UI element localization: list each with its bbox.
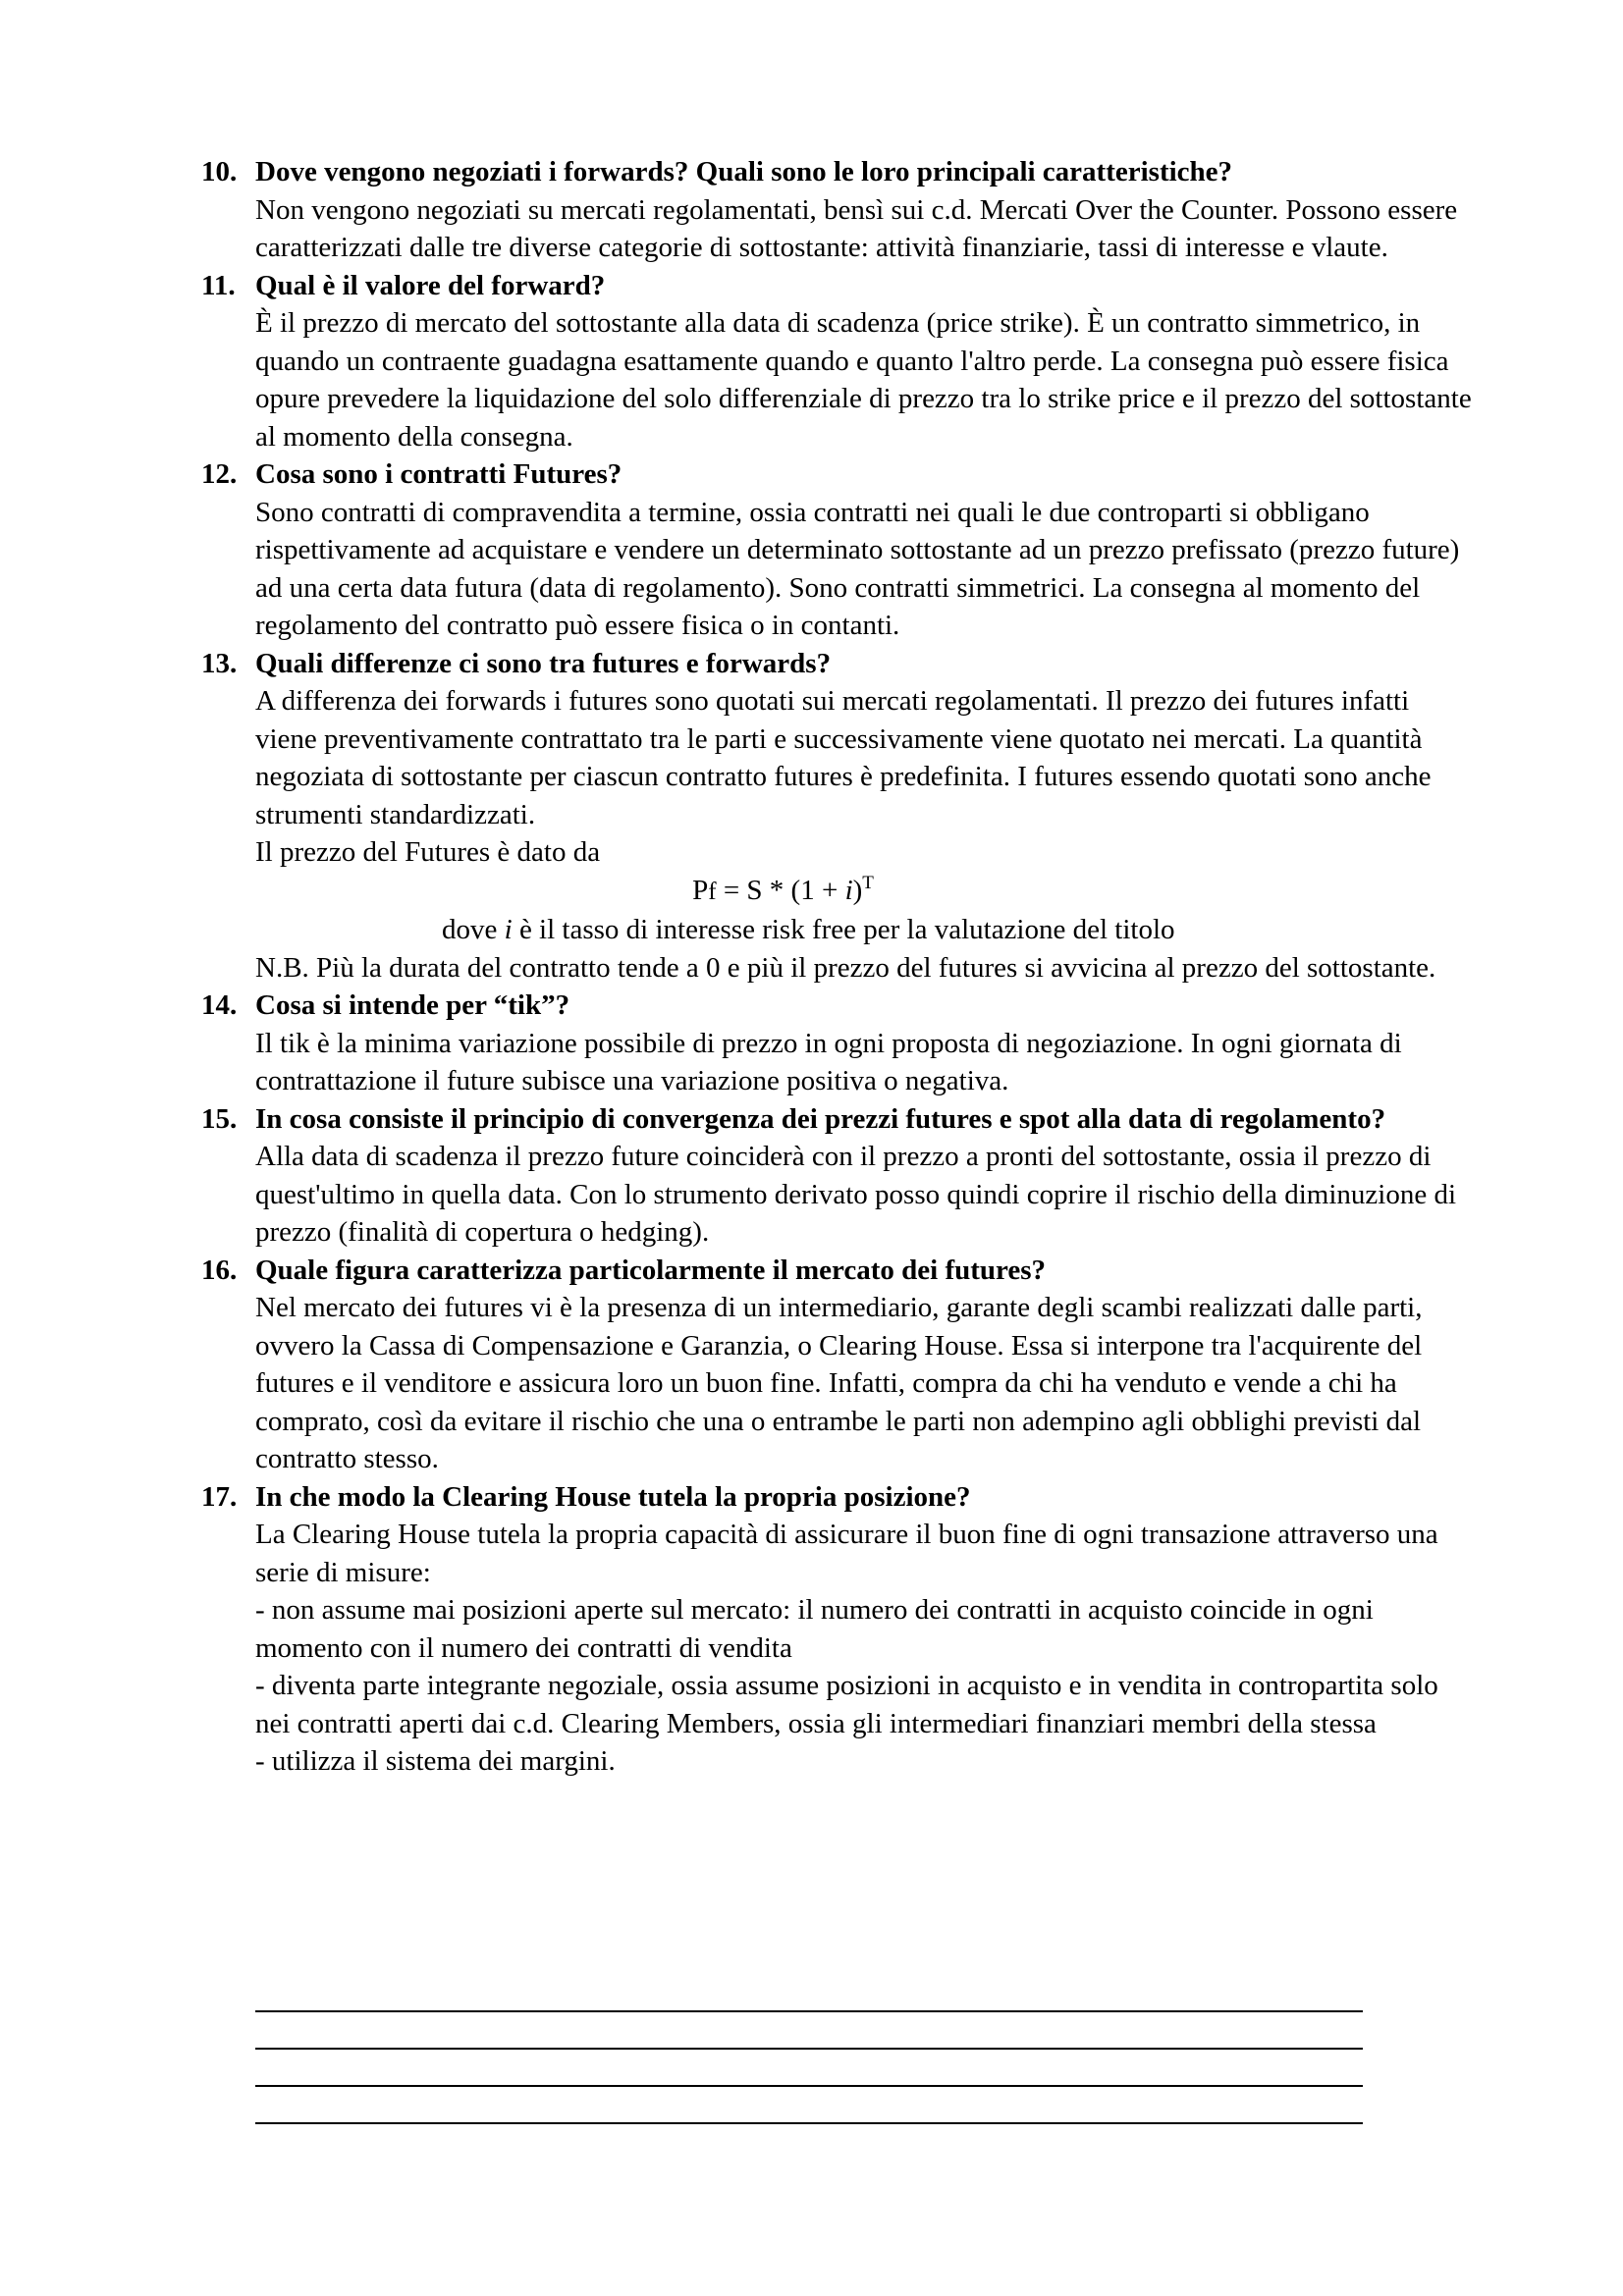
question-title: Quali differenze ci sono tra futures e forwards? bbox=[255, 647, 832, 679]
question-number: 15. bbox=[201, 1102, 238, 1135]
answer-paragraph: Sono contratti di compravendita a termine, ossia contratti nei quali le due controparti si obbligano rispettivamente ad acquistare e vendere un determinato sottostante ad un prezzo prefissato (prezzo future) ad una certa data futura (data di regolamento). Sono contratti simmetrici. La consegna al momento del regolamento del contratto può essere fisica o in contanti. bbox=[255, 496, 1460, 641]
question-title: Quale figura caratterizza particolarmente il mercato dei futures? bbox=[255, 1254, 1047, 1286]
formula-note-after: è il tasso di interesse risk free per la valutazione del titolo bbox=[512, 914, 1175, 945]
answer-paragraph: Il tik è la minima variazione possibile di prezzo in ogni proposta di negoziazione. In ogni giornata di contrattazione il future subisce una variazione positiva o negativa. bbox=[255, 1027, 1402, 1096]
question-16 bbox=[201, 1252, 1478, 1478]
answer-paragraph: Alla data di scadenza il prezzo future coinciderà con il prezzo a pronti del sottostante, ossia il prezzo di quest'ultimo in quella data. Con lo strumento derivato posso quindi coprire il rischio della diminuzione di prezzo (finalità di copertura o hedging). bbox=[255, 1141, 1457, 1248]
question-14 bbox=[201, 987, 1478, 1100]
futures-price-formula bbox=[255, 872, 1478, 912]
formula-variable: i bbox=[844, 874, 853, 906]
formula-note-before: dove bbox=[442, 914, 505, 945]
note-line bbox=[255, 2010, 1363, 2012]
note-line bbox=[255, 2122, 1363, 2124]
question-title: Dove vengono negoziati i forwards? Quali sono le loro principali caratteristiche? bbox=[255, 156, 1233, 187]
question-17 bbox=[201, 1478, 1478, 1781]
question-title: Cosa si intende per “tik”? bbox=[255, 989, 570, 1021]
question-number: 12. bbox=[201, 458, 238, 490]
question-title: Cosa sono i contratti Futures? bbox=[255, 458, 622, 490]
question-number: 13. bbox=[201, 647, 238, 679]
answer-paragraph: Nel mercato dei futures vi è la presenza di un intermediario, garante degli scambi realizzati dalle parti, ovvero la Cassa di Compensazione e Garanzia, o Clearing House. Essa si interpone tra l'acquirente del futures e il venditore e assicura loro un buon fine. Infatti, compra da chi ha venduto e vende a chi ha comprato, così da evitare il rischio che una o entrambe le parti non adempino agli obblighi previsti dal contratto stesso. bbox=[255, 1292, 1423, 1474]
formula-note bbox=[255, 911, 1478, 949]
question-title: In cosa consiste il principio di convergenza dei prezzi futures e spot alla data di regolamento? bbox=[255, 1102, 1386, 1135]
note-line bbox=[255, 2085, 1363, 2087]
answer-paragraph: Non vengono negoziati su mercati regolamentati, bensì sui c.d. Mercati Over the Counter. Possono essere caratterizzati dalle tre diverse categorie di sottostante: attività finanziarie, tassi di interesse e vlaute. bbox=[255, 193, 1458, 263]
question-number: 17. bbox=[201, 1480, 238, 1513]
formula-rhs-end: ) bbox=[852, 874, 863, 906]
answer-paragraph: La Clearing House tutela la propria capacità di assicurare il buon fine di ogni transazione attraverso una serie di misure: bbox=[255, 1519, 1438, 1588]
formula-exponent: T bbox=[862, 872, 874, 893]
question-12 bbox=[201, 455, 1478, 645]
question-15 bbox=[201, 1100, 1478, 1252]
formula-rhs-start: = S * (1 + bbox=[716, 874, 845, 906]
nb-note: N.B. Più la durata del contratto tende a 0 e più il prezzo del futures si avvicina al prezzo del sottostante. bbox=[255, 951, 1436, 984]
question-title: In che modo la Clearing House tutela la propria posizione? bbox=[255, 1480, 971, 1513]
answer-paragraph: Il prezzo del Futures è dato da bbox=[255, 836, 601, 868]
answer-bullet: - non assume mai posizioni aperte sul mercato: il numero dei contratti in acquisto coincide in ogni momento con il numero dei contratti di vendita bbox=[255, 1594, 1374, 1664]
question-number: 14. bbox=[201, 989, 238, 1021]
question-10 bbox=[201, 153, 1478, 267]
question-number: 10. bbox=[201, 156, 238, 187]
question-11 bbox=[201, 267, 1478, 456]
note-line bbox=[255, 2048, 1363, 2050]
question-list bbox=[201, 153, 1478, 1781]
blank-note-lines bbox=[255, 2010, 1363, 2160]
answer-paragraph: A differenza dei forwards i futures sono quotati sui mercati regolamentati. Il prezzo dei futures infatti viene preventivamente contrattato tra le parti e successivamente viene quotato nei mercati. La quantità negoziata di sottostante per ciascun contratto futures è predefinita. I futures essendo quotati sono anche strumenti standardizzati. bbox=[255, 685, 1432, 830]
formula-lhs-subscript: f bbox=[708, 878, 717, 905]
answer-bullet: - diventa parte integrante negoziale, ossia assume posizioni in acquisto e in vendita in contropartita solo nei contratti aperti dai c.d. Clearing Members, ossia gli intermediari finanziari membri della stessa bbox=[255, 1670, 1438, 1739]
question-number: 16. bbox=[201, 1254, 238, 1286]
question-title: Qual è il valore del forward? bbox=[255, 269, 606, 301]
question-13 bbox=[201, 645, 1478, 988]
answer-bullet: - utilizza il sistema dei margini. bbox=[255, 1745, 616, 1777]
answer-paragraph: È il prezzo di mercato del sottostante alla data di scadenza (price strike). È un contratto simmetrico, in quando un contraente guadagna esattamente quando e quanto l'altro perde. La consegna può essere fisica opure prevedere la liquidazione del solo differenziale di prezzo tra lo strike price e il prezzo del sottostante al momento della consegna. bbox=[255, 307, 1472, 453]
formula-note-variable: i bbox=[504, 914, 513, 945]
formula-lhs: P bbox=[692, 874, 709, 906]
question-number: 11. bbox=[201, 269, 236, 301]
